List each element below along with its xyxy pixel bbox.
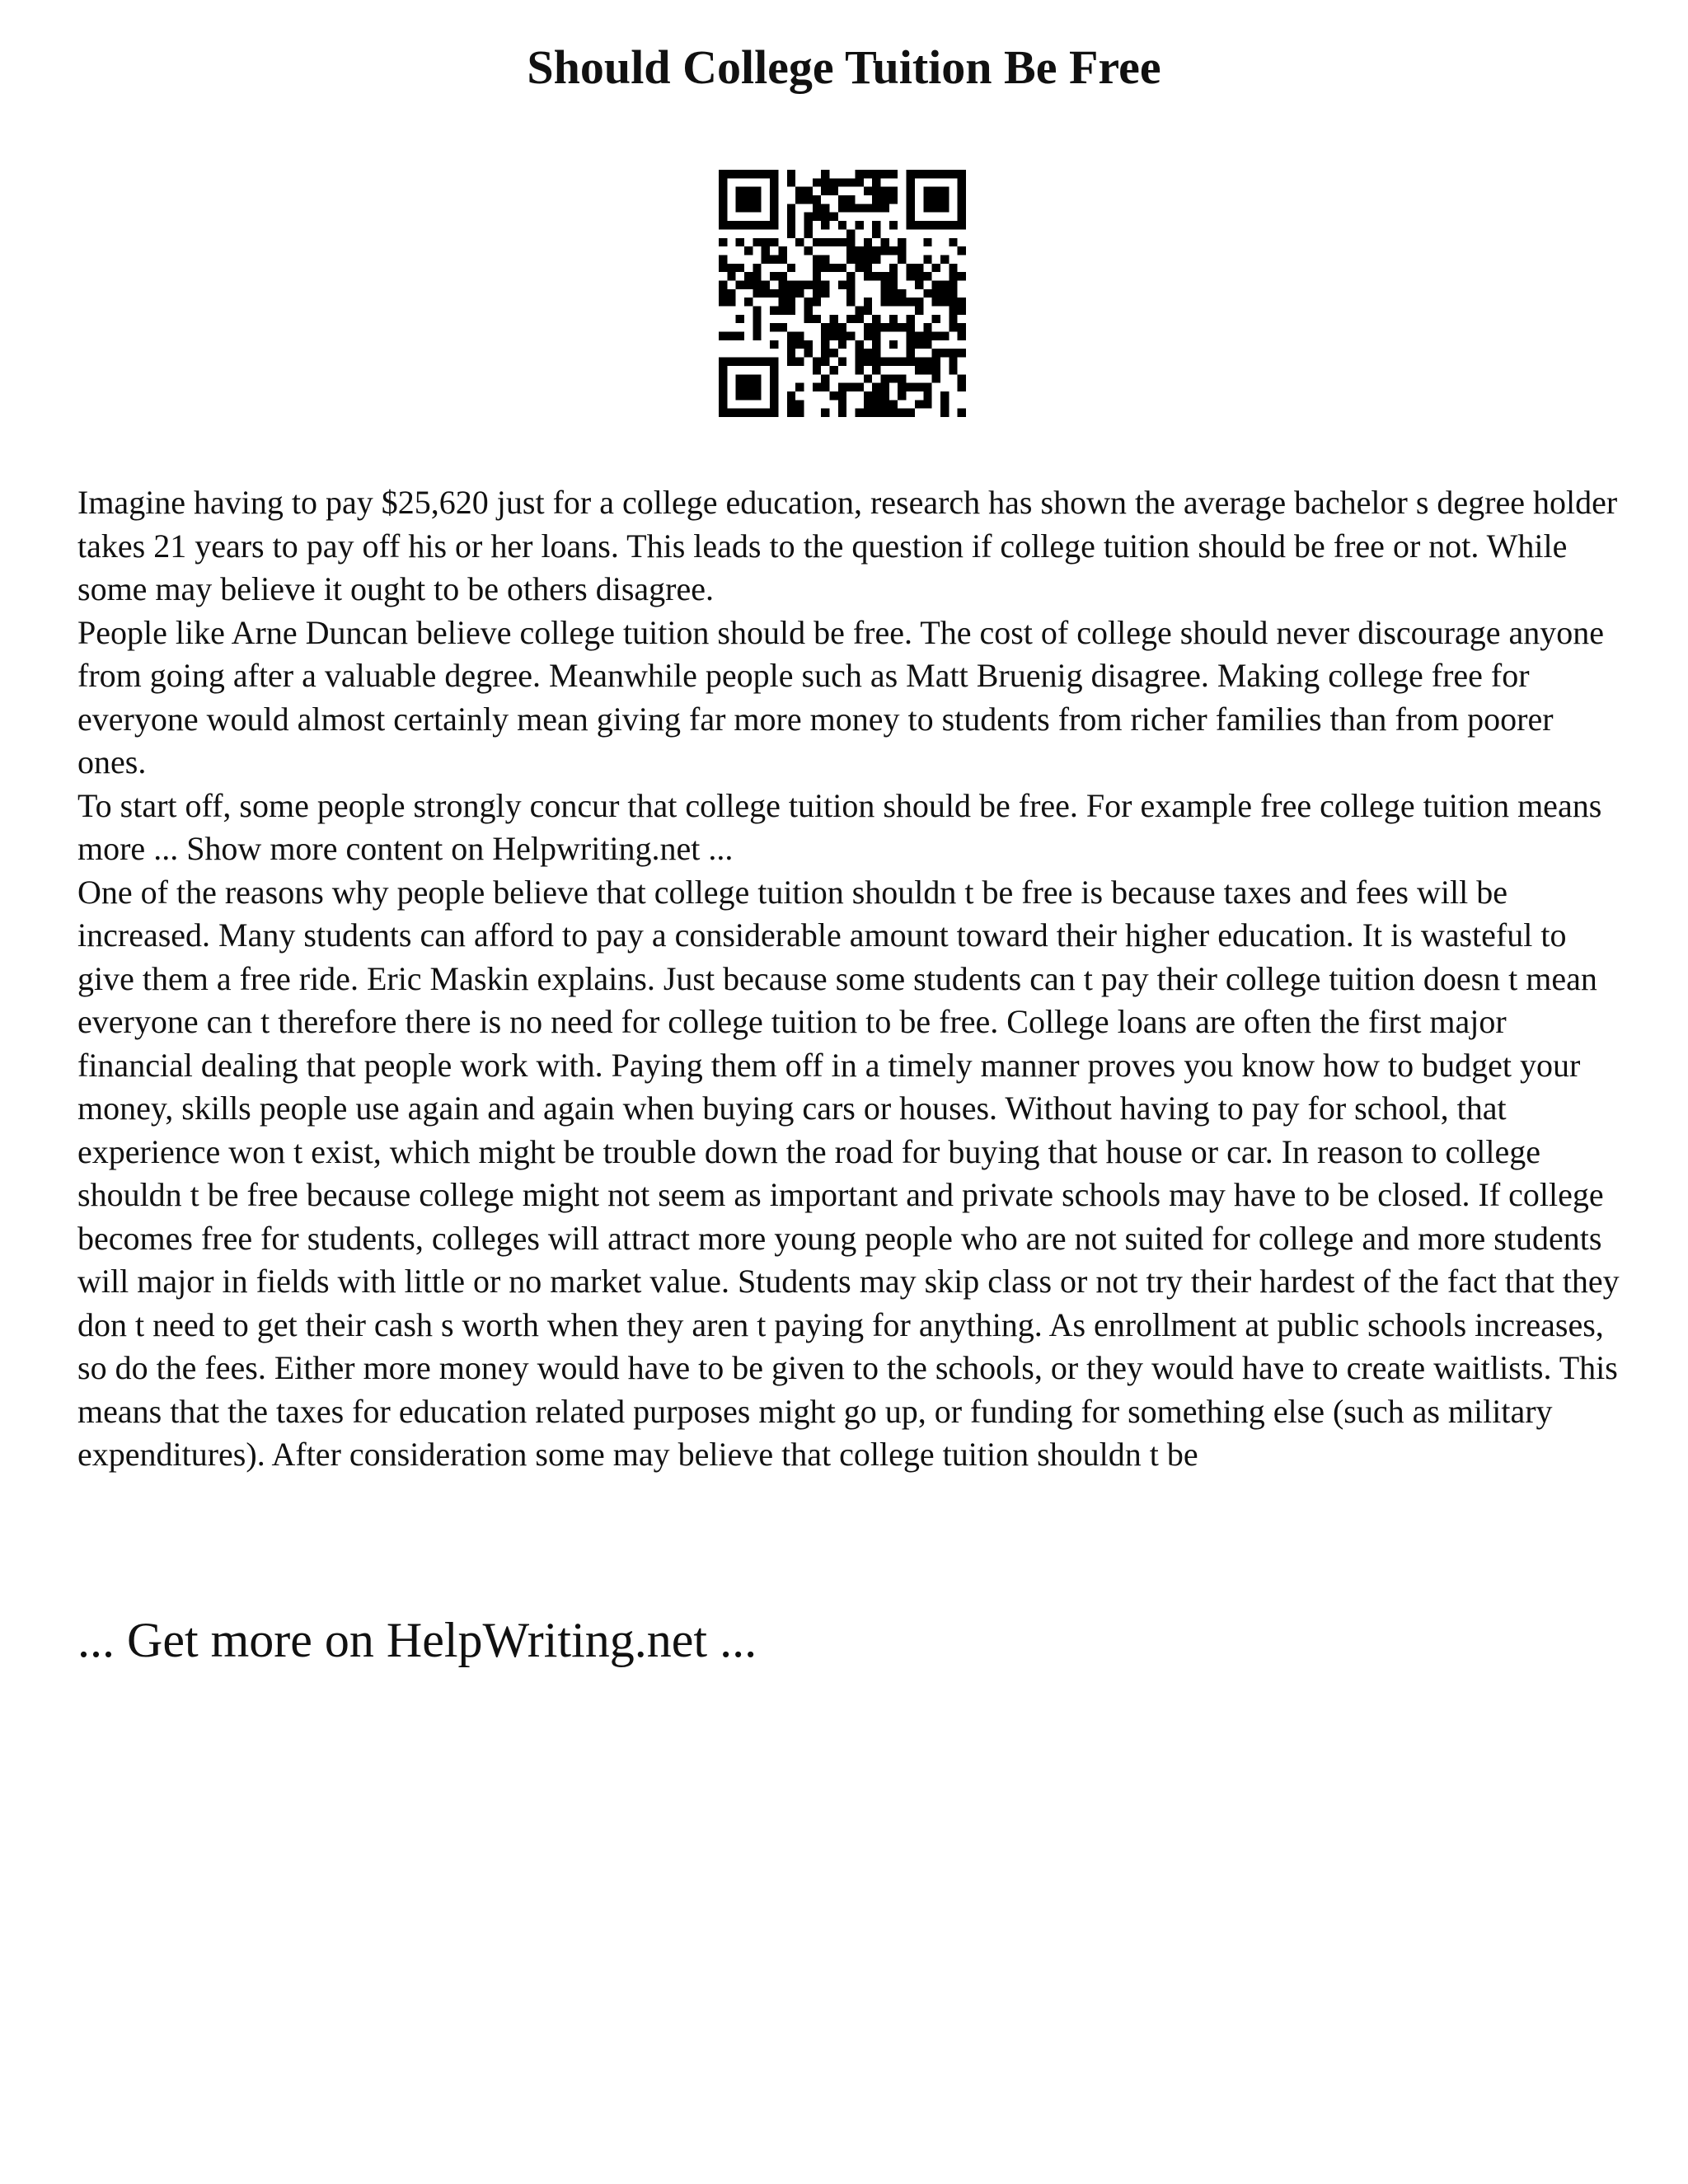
get-more-link[interactable]: ... Get more on HelpWriting.net ... [77,1613,757,1667]
paragraph-reasons: One of the reasons why people believe that college tuition shouldn t be free is because taxes and fees will be increased. Many students can afford to pay a considerable amount toward their higher education. It is wasteful to give them a free ride. Eric Maskin explains. Just because some students can t pay their college tuition doesn t mean everyone can t therefore there is no need for college tuition to be free. College loans are often the first major financial dealing that people work with. Paying them off in a timely manner proves you know how to budget your money, skills people use again and again when buying cars or houses. Without having to pay for school, that experience won t exist, which might be trouble down the road for buying that house or car. In reason to college shouldn t be free because college might not seem as important and private schools may have to be closed. If college becomes free for students, colleges will attract more young people who are not suited for college and more students will major in fields with little or no market value. Students may skip class or not try their hardest of the fact that they don t need to get their cash s worth when they aren t paying for anything. As enrollment at public schools increases, so do the fees. Either more money would have to be given to the schools, or they would have to create waitlists. This means that the taxes for education related purposes might go up, or funding for something else (such as military expenditures). After consideration some may believe that college tuition shouldn t be [77,873,1620,1473]
page-title: Should College Tuition Be Free [527,40,1161,94]
paragraph-opinions: People like Arne Duncan believe college tuition should be free. The cost of college should never discourage anyone from going after a valuable degree. Meanwhile people such as Matt Bruenig disagree. Making college free for everyone would almost certainly mean giving far more money to students from richer families than from poorer ones. [77,613,1604,780]
article-body [77,481,1627,1477]
paragraph-intro: Imagine having to pay $25,620 just for a college education, research has shown the average bachelor s degree holder takes 21 years to pay off his or her loans. This leads to the question if college tuition should be free or not. While some may believe it ought to be others disagree. [77,484,1618,607]
paragraph-start: To start off, some people strongly concur that college tuition should be free. For example free college tuition means more ... Show more content on Helpwriting.net ... [77,786,1602,867]
qr-code-icon [719,170,966,417]
